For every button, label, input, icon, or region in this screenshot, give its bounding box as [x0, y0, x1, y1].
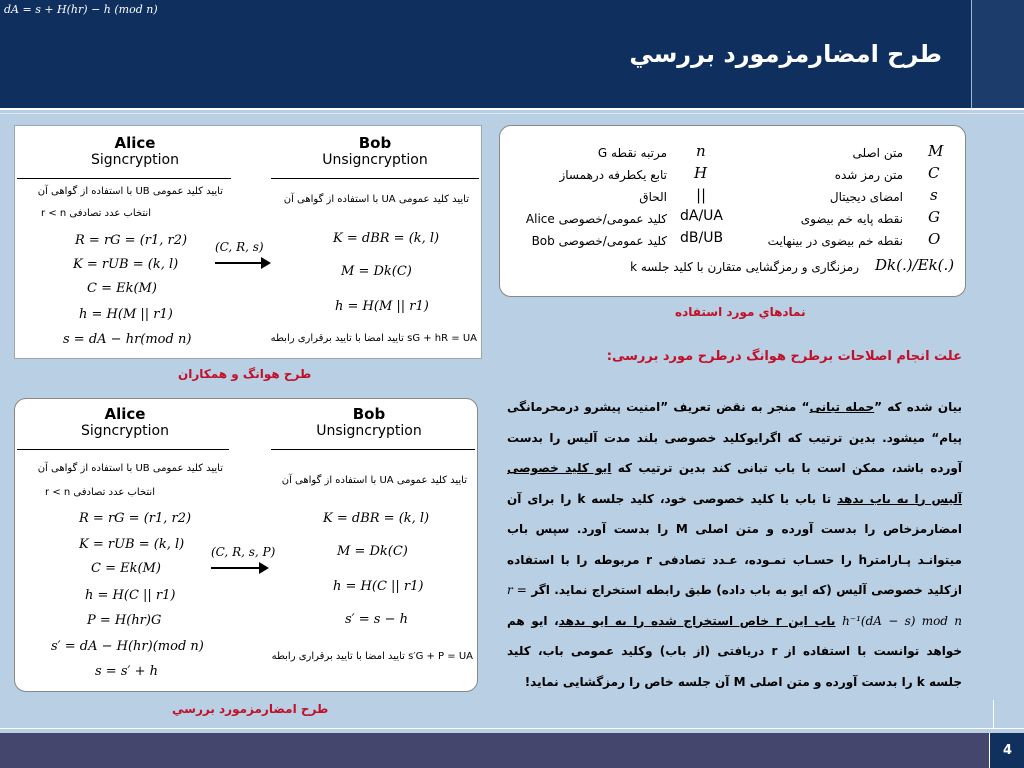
alice-verify-text: تایید کلید عمومی UB با استفاده از گواهی آن — [37, 186, 223, 197]
alice-verify-text: تایید کلید عمومی UB با استفاده از گواهی آن — [37, 463, 223, 474]
notation-desc2-2: تابع یکطرفه درهمساز — [559, 168, 667, 182]
alice-eq-4: h = H(M || r1) — [79, 307, 173, 322]
bob-eq-3: h = H(C || r1) — [333, 579, 424, 594]
alice-random-text: انتخاب عدد تصادفی r < n — [41, 208, 151, 219]
alice-name: Alice — [104, 405, 146, 423]
bob-eq-2: M = Dk(C) — [341, 264, 412, 279]
notation-desc2-4: کلید عمومی/خصوصی Alice — [525, 212, 667, 226]
bob-eq-1: K = dBR = (k, l) — [323, 511, 430, 526]
para-part-a: بیان شده که ” — [874, 400, 962, 414]
alice-role: Signcryption — [81, 423, 169, 439]
top-formula: dA = s + H(hr) − h (mod n) — [4, 3, 158, 16]
transmitted-message: (C, R, s, P) — [211, 545, 276, 559]
bob-eq-1: K = dBR = (k, l) — [333, 231, 440, 246]
header-corner-block — [971, 0, 1024, 110]
notation-sym2-3: || — [696, 186, 707, 204]
notation-caption: نمادهاي مورد استفاده — [675, 305, 806, 319]
bob-role: Unsigncryption — [322, 152, 428, 168]
para-underline-r-handover: باب این r خاص استخراج شده را به ایو بدهد — [558, 613, 836, 628]
para-part-c: تا باب با کلید خصوصی خود، کلید جلسه k را برای آن امضارمزخاص را بدست آورده و متن اصلی M را بدست آورد. سپس باب میتوانـد پـارامترh را حسـاب نمـوده، عـدد تصادفی r مربوطه را با استفاده ازکلید خصوصی آلیس (که ایو به باب داده) طبق رابطه استخراج نماید. اگر — [507, 491, 962, 597]
alice-eq-7: s = s′ + h — [95, 664, 158, 679]
header-divider-thin — [0, 113, 1024, 114]
para-underline-key-handover: ایو کلید خصوصی آلیس را به باب بدهد — [507, 461, 963, 506]
transmitted-message: (C, R, s) — [215, 240, 264, 254]
bob-eq-4: s′ = s − h — [345, 612, 408, 627]
bob-name: Bob — [358, 134, 392, 152]
notation-sym2-4: dA/UA — [680, 208, 724, 224]
footer-vertical-line — [993, 700, 994, 728]
reviewed-scheme-panel — [14, 398, 478, 692]
alice-name: Alice — [114, 134, 156, 152]
bob-divider — [271, 449, 475, 450]
notation-desc-6: رمزنگاری و رمزگشایی متقارن با کلید جلسه k — [630, 260, 859, 274]
notation-desc-3: امضای دیجیتال — [829, 190, 903, 204]
para-underline-collusion: حمله تبانی — [809, 400, 875, 414]
alice-eq-2: K = rUB = (k, l) — [73, 257, 179, 272]
alice-role: Signcryption — [91, 152, 179, 168]
notation-sym-6: Dk(.)/Ek(.) — [875, 256, 955, 274]
footer-divider — [0, 728, 1024, 729]
notation-sym-4: G — [928, 208, 940, 226]
alice-random-text: انتخاب عدد تصادفی r < n — [45, 487, 155, 498]
notation-desc-5: نقطه خم بیضوی در بینهایت — [767, 234, 903, 248]
message-arrow — [215, 262, 269, 264]
footer-bar — [0, 733, 1024, 768]
notation-desc2-3: الحاق — [639, 190, 667, 204]
bob-signature-check: s′G + P = UA تایید امضا با تایید برقراری رابطه — [271, 651, 473, 662]
inline-formula: r = h⁻¹(dA − s) mod n — [507, 583, 963, 628]
notation-panel — [499, 125, 966, 297]
reviewed-scheme-caption: طرح امضارمزمورد بررسي — [172, 702, 329, 716]
alice-eq-4: h = H(C || r1) — [85, 588, 176, 603]
notation-sym-3: s — [930, 186, 938, 204]
notation-desc2-5: کلید عمومی/خصوصی Bob — [531, 234, 667, 248]
notation-desc-1: متن اصلی — [852, 146, 903, 160]
notation-sym2-5: dB/UB — [680, 230, 724, 246]
slide-title: طرح امضارمزمورد بررسي — [629, 40, 942, 68]
alice-eq-2: K = rUB = (k, l) — [79, 537, 185, 552]
bob-eq-3: h = H(M || r1) — [335, 299, 429, 314]
alice-eq-6: s′ = dA − H(hr)(mod n) — [51, 639, 204, 654]
alice-divider — [17, 178, 231, 179]
alice-eq-3: C = Ek(M) — [91, 561, 161, 576]
section-heading: علت انجام اصلاحات برطرح هوانگ درطرح مورد بررسی: — [606, 349, 962, 364]
notation-sym2-1: n — [696, 142, 706, 160]
bob-eq-2: M = Dk(C) — [337, 544, 408, 559]
alice-eq-1: R = rG = (r1, r2) — [79, 511, 192, 526]
notation-sym-5: O — [928, 230, 941, 248]
alice-eq-3: C = Ek(M) — [87, 281, 157, 296]
huang-scheme-caption: طرح هوانگ و همکاران — [178, 367, 312, 381]
bob-name: Bob — [352, 405, 386, 423]
notation-sym-1: M — [928, 142, 944, 160]
alice-eq-1: R = rG = (r1, r2) — [75, 233, 188, 248]
notation-sym2-2: H — [694, 164, 708, 182]
explanation-paragraph — [507, 392, 962, 697]
notation-desc-2: متن رمز شده — [834, 168, 903, 182]
bob-divider — [271, 178, 479, 179]
alice-divider — [17, 449, 229, 450]
para-part-b: “ منجر به نقض تعریف ”امنیت پیشرو درمحرمانگی پیام“ میشود. بدین ترتیب که اگرایوکلید خصوصی بلند مدت آلیس را بدست آورده باشد، ممکن است با باب تبانی کند بدین ترتیب که — [507, 400, 963, 475]
alice-eq-5: s = dA − hr(mod n) — [63, 332, 192, 347]
message-arrow — [211, 567, 267, 569]
huang-scheme-panel — [14, 125, 482, 359]
header-divider — [0, 108, 1024, 110]
bob-signature-check: sG + hR = UA تایید امضا با تایید برقراری رابطه — [270, 333, 477, 344]
bob-role: Unsigncryption — [316, 423, 422, 439]
notation-sym-2: C — [928, 164, 940, 182]
para-part-d: ، ایو هم خواهد توانست با استفاده از r دریافتی (از باب) وکلید عمومی باب، کلید جلسه k را بدست آورده و متن اصلی M آن جلسه خاص را رمزگشایی نماید! — [507, 613, 962, 689]
notation-desc2-1: مرتبه نقطه G — [597, 146, 667, 160]
bob-verify-text: تایید کلید عمومی UA با استفاده از گواهی آن — [281, 475, 467, 486]
notation-desc-4: نقطه پایه خم بیضوی — [800, 212, 903, 226]
bob-verify-text: تایید کلید عمومی UA با استفاده از گواهی آن — [283, 194, 469, 205]
alice-eq-5: P = H(hr)G — [87, 613, 162, 628]
page-number: 4 — [1002, 743, 1012, 758]
